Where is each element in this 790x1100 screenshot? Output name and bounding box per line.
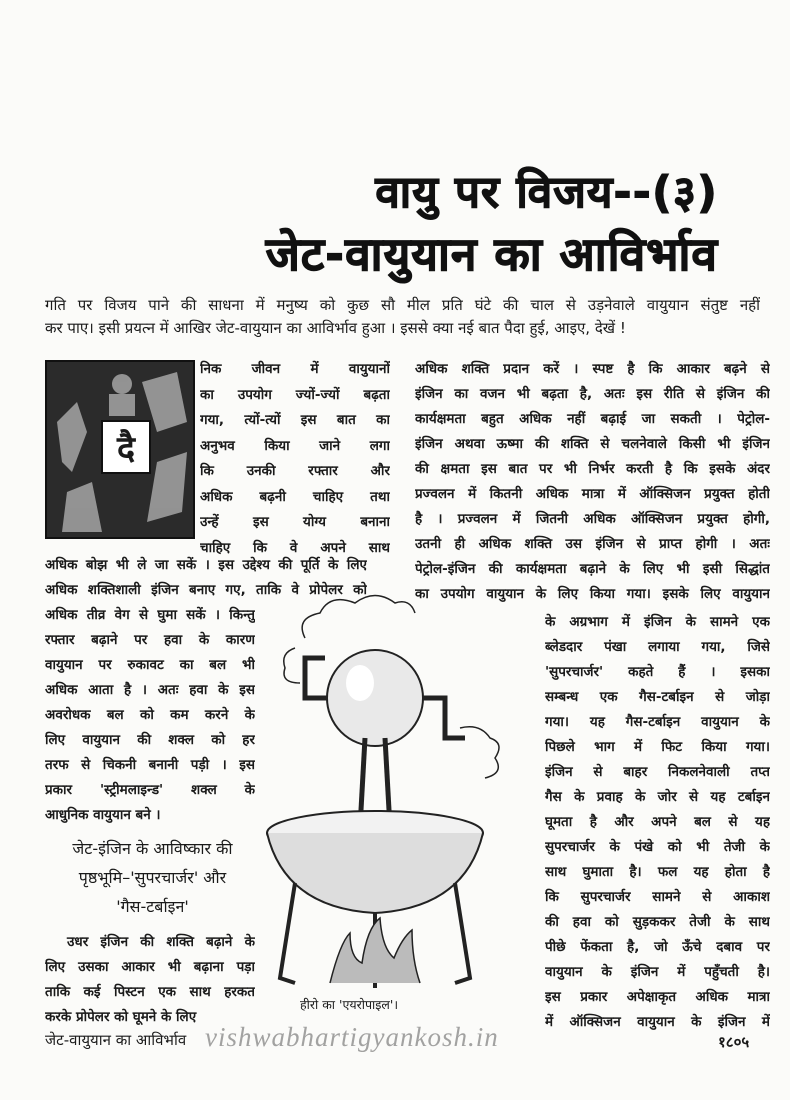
text-line: वायुयान पर रुकावट का बल भी (45, 657, 255, 673)
text-line: पेट्रोल-इंजिन की कार्यक्षमता बढ़ाने के लिए भी इसी सिद्धांत (415, 561, 770, 577)
aeolipile-illustration (245, 588, 545, 998)
column1-bottom-text (45, 930, 255, 1030)
text-line: लिए उसका आकार भी बढ़ाना पड़ा (45, 959, 255, 975)
text-line: पीछे फेंकता है, जो ऊँचे दबाव पर (545, 939, 770, 955)
text-line: लिए वायुयान की शक्ल को हर (45, 732, 255, 748)
text-line: का उपयोग ज्यों-ज्यों बढ़ता (200, 386, 390, 403)
text-line: गैस के प्रवाह के जोर से यह टर्बाइन (545, 789, 770, 805)
text-line: वायुयान के इंजिन में पहुँचती है। (545, 964, 770, 980)
section-subheading (45, 834, 260, 921)
text-line: करके प्रोपेलर को घूमने के लिए (45, 1009, 197, 1025)
running-title: जेट-वायुयान का आविर्भाव (45, 1031, 187, 1049)
text-line: 'गैस-टर्बाइन' (116, 897, 189, 916)
text-line: घूमता है और अपने बल से यह (545, 814, 770, 830)
text-line: कि उनकी रफ्तार और (200, 463, 390, 479)
text-line: का उपयोग वायुयान के लिए किया गया। इसके लिए वायुयान (415, 586, 770, 602)
illustration-caption: हीरो का 'एयरोपाइल'। (300, 997, 399, 1012)
article-title-line1: वायु पर विजय--(३) (375, 167, 718, 218)
column2-narrow-text (545, 610, 770, 1035)
text-line: कर पाए। इसी प्रयत्न में आखिर जेट-वायुयान का आविर्भाव हुआ । इससे क्या नई बात पैदा हुई, आइए, देखें ! (45, 319, 626, 337)
text-line: अधिक शक्तिशाली इंजिन बनाए गए, ताकि वे प्रोपेलर को (45, 582, 367, 598)
text-line: अधिक तीव्र वेग से घुमा सकें । किन्तु (45, 607, 255, 623)
text-line: की क्षमता इस बात पर भी निर्भर करती है कि इसके अंदर (415, 461, 770, 477)
text-line: चाहिए कि वे अपने साथ (200, 539, 390, 556)
text-line: कि सुपरचार्जर सामने से आकाश (545, 889, 770, 905)
text-line: 'सुपरचार्जर' कहते हैं । इसका (545, 664, 770, 680)
text-line: ताकि कई पिस्टन एक साथ हरकत (45, 984, 255, 1000)
text-line: तरफ से चिकनी बनानी पड़ी । इस (45, 757, 255, 773)
text-line: निक जीवन में वायुयानों (200, 361, 390, 377)
text-line: प्रकार 'स्ट्रीमलाइन्ड' शक्ल के (45, 782, 255, 798)
column2-top-text (415, 357, 770, 607)
text-line: इंजिन का वजन भी बढ़ता है, अतः इस रीति से इंजिन की (415, 386, 770, 402)
text-line: उन्हें इस योग्य बनाना (200, 514, 390, 530)
text-line: अनुभव किया जाने लगा (200, 437, 390, 454)
text-line: अधिक शक्ति प्रदान करें । स्पष्ट है कि आकार बढ़ने से (415, 361, 770, 377)
text-line: इंजिन से बाहर निकलनेवाली तप्त (545, 764, 770, 780)
text-line: साथ घुमाता है। फल यह होता है (545, 864, 770, 880)
text-line: उतनी ही अधिक शक्ति उस इंजिन से प्राप्त होगी । अतः (415, 536, 770, 552)
column1-narrow-text (45, 603, 255, 828)
text-line: कार्यक्षमता बहुत अधिक नहीं बढ़ाई जा सकती । पेट्रोल- (415, 411, 770, 427)
text-line: गया। यह गैस-टर्बाइन वायुयान के (545, 714, 770, 730)
text-line: अवरोधक बल को कम करने के (45, 707, 255, 723)
dropcap-letter: दै (101, 420, 151, 474)
text-line: की हवा को सुड़ककर तेजी के साथ (545, 914, 770, 930)
text-line: अधिक आता है । अतः हवा के इस (45, 682, 255, 698)
text-line: पिछले भाग में फिट किया गया। (545, 739, 770, 755)
text-line: रफ्तार बढ़ाने पर हवा के कारण (45, 632, 255, 648)
text-line: अधिक बोझ भी ले जा सकें । इस उद्देश्य की पूर्ति के लिए (45, 557, 367, 573)
page-number: १८०५ (718, 1033, 750, 1051)
text-line: सुपरचार्जर के पंखे को भी तेजी के (545, 839, 770, 855)
text-line: उधर इंजिन की शक्ति बढ़ाने के (67, 934, 255, 950)
text-line: गति पर विजय पाने की साधना में मनुष्य को कुछ सौ मील प्रति घंटे की चाल से उड़नेवाले वायुयान संतुष्ट नहीं (45, 296, 760, 314)
text-line: के अग्रभाग में इंजिन के सामने एक (545, 614, 770, 630)
text-line: में ऑक्सिजन वायुयान के इंजिन में (545, 1014, 770, 1030)
text-line: जेट-इंजिन के आविष्कार की (72, 839, 233, 858)
text-line: इस प्रकार अपेक्षाकृत अधिक मात्रा (545, 989, 770, 1005)
text-line: प्रज्वलन में कितनी अधिक मात्रा में ऑक्सिजन प्रयुक्त होती (415, 486, 770, 502)
intro-paragraph (45, 294, 760, 340)
text-line: इंजिन अथवा ऊष्मा की शक्ति से चलनेवाले किसी भी इंजिन (415, 436, 770, 452)
text-line: अधिक बढ़नी चाहिए तथा (200, 488, 390, 505)
text-line: सम्बन्ध एक गैस-टर्बाइन से जोड़ा (545, 689, 770, 705)
text-line: आधुनिक वायुयान बने । (45, 807, 161, 823)
text-line: है । प्रज्वलन में जितनी अधिक ऑक्सिजन प्रयुक्त होगी, (415, 511, 770, 527)
decorative-dropcap-illustration (45, 360, 195, 539)
text-line: ब्लेडदार पंखा लगाया गया, जिसे (545, 639, 770, 655)
text-line: गया, त्यों-त्यों इस बात का (200, 412, 390, 428)
watermark: vishwabhartigyankosh.in (205, 1022, 499, 1052)
article-title-line2: जेट-वायुयान का आविर्भाव (265, 227, 718, 281)
text-line: पृष्ठभूमि–'सुपरचार्जर' और (78, 868, 227, 887)
column1-top-text (200, 357, 390, 561)
